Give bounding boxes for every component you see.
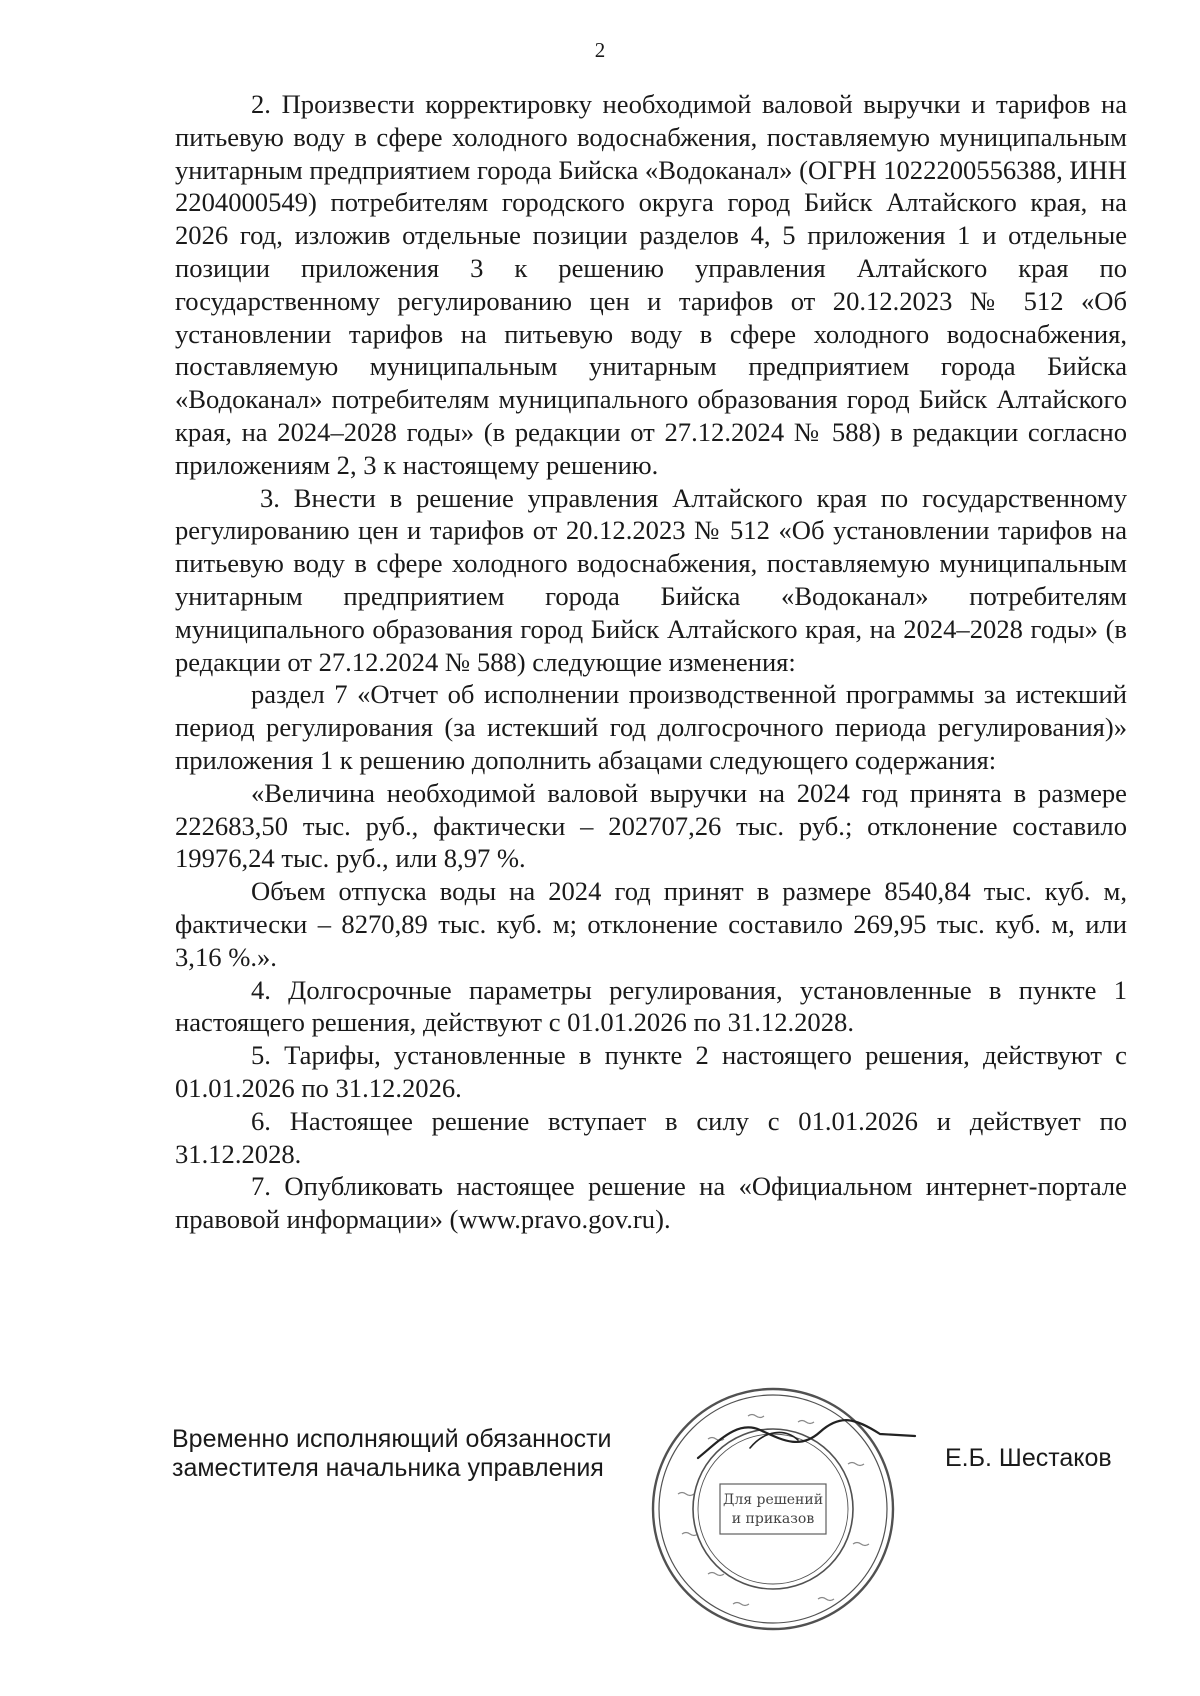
stamp-inner-line-1: Для решений [722, 1492, 824, 1508]
paragraph-item-4: 4. Долгосрочные параметры регулирования, установленные в пункте 1 настоящего решения, действуют с 01.01.2026 по 31.12.2028. [175, 974, 1127, 1038]
document-body [175, 88, 1127, 1236]
paragraph-revenue: «Величина необходимой валовой выручки на 2024 год принята в размере 222683,50 тыс. руб., фактически – 202707,26 тыс. руб.; отклонение составило 19976,24 тыс. руб., или 8,97 %. [175, 777, 1127, 874]
paragraph-item-5: 5. Тарифы, установленные в пункте 2 настоящего решения, действуют с 01.01.2026 по 31.12.2026. [175, 1040, 1127, 1103]
paragraph-item-3: 3. Внести в решение управления Алтайского края по государственному регулированию цен и тарифов от 20.12.2023 № 512 «Об установлении тарифов на питьевую воду в сфере холодного водоснабжения, поставляемую муниципальным унитарным предприятием города Бийска «Водоканал» потребителям муниципального образования город Бийск Алтайского края, на 2024–2028 годы» (в редакции от 27.12.2024 № 588) следующие изменения: [175, 482, 1127, 677]
paragraph-water-volume: Объем отпуска воды на 2024 год принят в размере 8540,84 тыс. куб. м, фактически – 8270,89 тыс. куб. м; отклонение составило 269,95 тыс. куб. м, или 3,16 %.». [175, 876, 1127, 972]
paragraph-item-6: 6. Настоящее решение вступает в силу с 01.01.2026 и действует по 31.12.2028. [175, 1105, 1127, 1169]
signatory-position-line-1: Временно исполняющий обязанности [172, 1425, 612, 1453]
paragraph-section-7: раздел 7 «Отчет об исполнении производственной программы за истекший период регулирования (за истекший год долгосрочного периода регулирования)» приложения 1 к решению дополнить абзацами следующего содержания: [175, 679, 1127, 775]
signatory-position [172, 1425, 642, 1483]
page-number: 2 [594, 38, 606, 62]
handwritten-signature [690, 1400, 920, 1490]
paragraph-item-7: 7. Опубликовать настоящее решение на «Официальном интернет-портале правовой информации» (www.pravo.gov.ru). [175, 1171, 1127, 1235]
paragraph-item-2: 2. Произвести корректировку необходимой валовой выручки и тарифов на питьевую воду в сфере холодного водоснабжения, поставляемую муниципальным унитарным предприятием города Бийска «Водоканал» (ОГРН 1022200556388, ИНН 2204000549) потребителям городского округа город Бийск Алтайского края, на 2026 год, изложив отдельные позиции разделов 4, 5 приложения 1 и отдельные позиции приложения 3 к решению управления Алтайского края по государственному регулированию цен и тарифов от 20.12.2023 № 512 «Об установлении тарифов на питьевую воду в сфере холодного водоснабжения, поставляемую муниципальным унитарным предприятием города Бийска «Водоканал» потребителям муниципального образования город Бийск Алтайского края, на 2024–2028 годы» (в редакции от 27.12.2024 № 588) в редакции согласно приложениям 2, 3 к настоящему решению. [175, 89, 1127, 480]
signatory-position-line-2: заместителя начальника управления [172, 1454, 604, 1482]
signatory-name: Е.Б. Шестаков [945, 1444, 1112, 1472]
stamp-inner-line-2: и приказов [731, 1511, 815, 1527]
